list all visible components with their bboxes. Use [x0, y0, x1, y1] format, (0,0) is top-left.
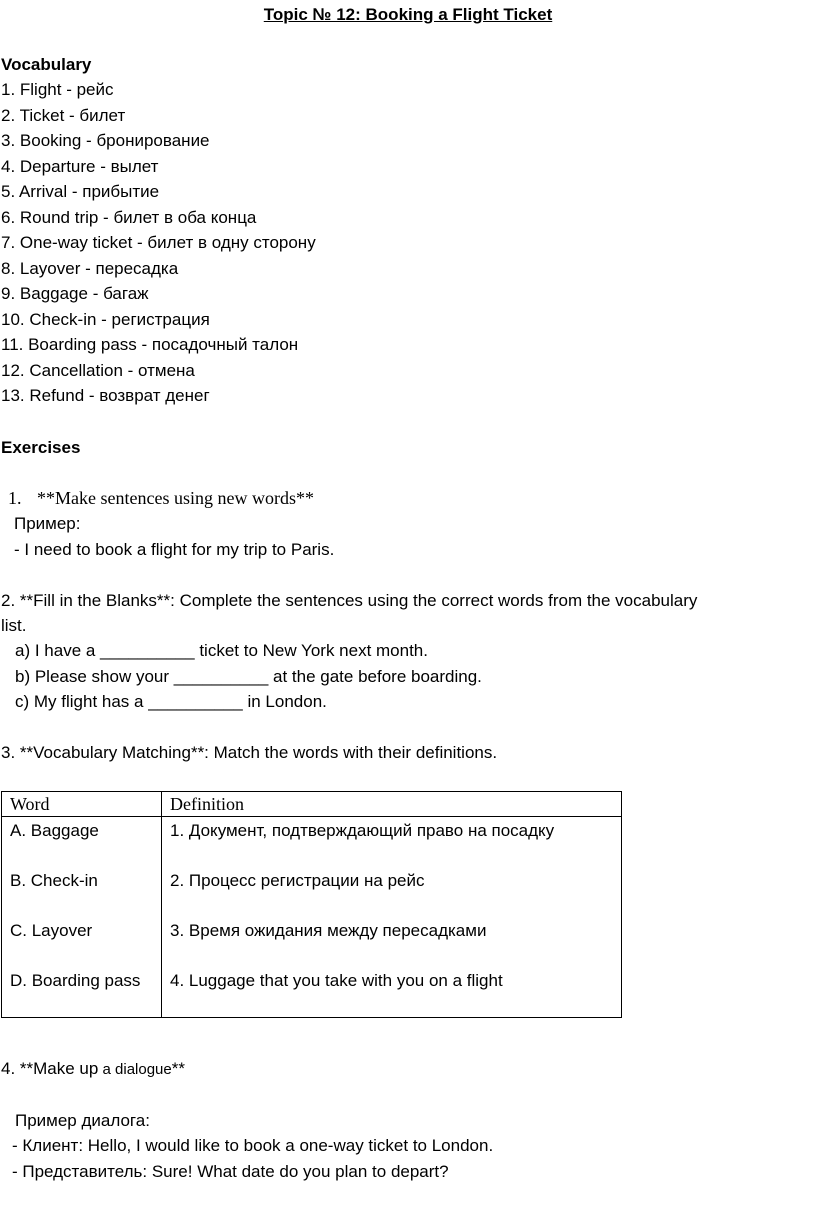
table-row [2, 867, 622, 917]
definition-cell: 2. Процесс регистрации на рейс [170, 871, 425, 890]
exercise-2-title: 2. **Fill in the Blanks**: Complete the sentences using the correct words from the vocabulary [1, 591, 698, 610]
word-cell: C. Layover [10, 921, 93, 940]
exercise-4-title [1, 1058, 185, 1081]
vocab-item: 9. Baggage - багаж [1, 284, 149, 303]
exercises-heading: Exercises [1, 438, 81, 457]
word-cell: B. Check-in [10, 871, 98, 890]
vocab-item: 5. Arrival - прибытие [1, 182, 160, 201]
column-header-definition: Definition [162, 792, 622, 817]
vocab-item: 2. Ticket - билет [1, 106, 126, 125]
vocab-item: 11. Boarding pass - посадочный талон [1, 335, 299, 354]
exercise-4-title-mid: a dialogue [98, 1061, 172, 1078]
vocab-item: 6. Round trip - билет в оба конца [1, 208, 257, 227]
table-row [2, 917, 622, 967]
vocabulary-heading: Vocabulary [1, 55, 92, 74]
vocab-item: 4. Departure - вылет [1, 157, 159, 176]
vocab-item: 8. Layover - пересадка [1, 259, 179, 278]
definition-cell: 3. Время ожидания между пересадками [170, 921, 487, 940]
dialogue-line: - Представитель: Sure! What date do you plan to depart? [12, 1162, 449, 1181]
exercise-2-title-cont: list. [1, 616, 27, 635]
exercise-2-item-a: a) I have a __________ ticket to New York next month. [15, 641, 428, 660]
word-cell: A. Baggage [10, 821, 99, 840]
vocab-item: 3. Booking - бронирование [1, 131, 210, 150]
vocab-item: 1. Flight - рейс [1, 80, 114, 99]
exercise-1-example: - I need to book a flight for my trip to Paris. [14, 540, 335, 559]
dialogue-line: - Клиент: Hello, I would like to book a one-way ticket to London. [12, 1136, 494, 1155]
word-cell: D. Boarding pass [10, 971, 141, 990]
definition-cell: 4. Luggage that you take with you on a flight [170, 971, 503, 990]
vocab-item: 13. Refund - возврат денег [1, 386, 210, 405]
exercise-2-item-c: c) My flight has a __________ in London. [15, 692, 327, 711]
column-header-word: Word [2, 792, 162, 817]
exercise-2-item-b: b) Please show your __________ at the gate before boarding. [15, 667, 482, 686]
table-row [2, 817, 622, 868]
exercise-1-number: 1. [8, 488, 22, 508]
exercise-1-example-label: Пример: [14, 514, 81, 533]
page-title: Topic № 12: Booking a Flight Ticket [263, 5, 553, 24]
exercise-4-title-end: ** [171, 1059, 185, 1078]
vocab-item: 12. Cancellation - отмена [1, 361, 195, 380]
vocab-item: 10. Check-in - регистрация [1, 310, 210, 329]
vocab-item: 7. One-way ticket - билет в одну сторону [1, 233, 316, 252]
table-header-row [2, 792, 622, 817]
definition-cell: 1. Документ, подтверждающий право на посадку [170, 821, 555, 840]
exercise-4-title-start: 4. **Make up [1, 1059, 99, 1078]
exercise-4-example-label: Пример диалога: [15, 1111, 150, 1130]
table-row [2, 967, 622, 1018]
exercise-1-title: **Make sentences using new words** [37, 488, 314, 508]
exercise-3-title: 3. **Vocabulary Matching**: Match the words with their definitions. [1, 743, 498, 762]
matching-table [1, 791, 622, 1018]
